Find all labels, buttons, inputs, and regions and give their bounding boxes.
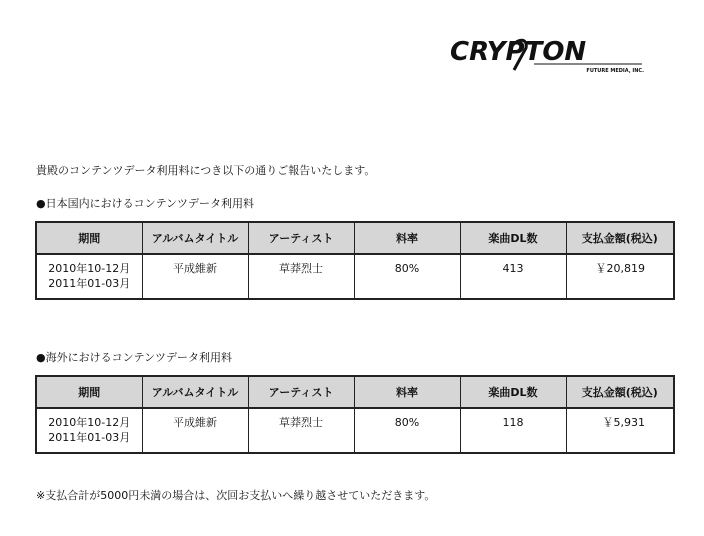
album-cell: 平成維新 (142, 254, 248, 299)
overseas-section-title: ●海外におけるコンテンツデータ利用料 (36, 351, 233, 364)
period-line-2: 2011年01-03月 (48, 277, 131, 290)
domestic-usage-table (35, 221, 675, 300)
period-cell (36, 254, 142, 299)
table-row (36, 408, 674, 453)
header-artist: アーティスト (248, 376, 354, 408)
rate-cell: 80% (354, 254, 460, 299)
period-line-1: 2010年10-12月 (48, 262, 131, 275)
logo-tagline: FUTURE MEDIA, INC. (586, 68, 644, 74)
payment-footnote: ※支払合計が5000円未満の場合は、次回お支払いへ繰り越させていただきます。 (36, 489, 436, 502)
header-album-title: アルバムタイトル (142, 376, 248, 408)
header-amount: 支払金額(税込) (566, 376, 674, 408)
album-cell: 平成維新 (142, 408, 248, 453)
header-album-title: アルバムタイトル (142, 222, 248, 254)
downloads-cell: 413 (460, 254, 566, 299)
overseas-usage-table (35, 375, 675, 454)
header-rate: 料率 (354, 222, 460, 254)
crypton-logo-mark (448, 36, 648, 76)
header-amount: 支払金額(税込) (566, 222, 674, 254)
header-downloads: 楽曲DL数 (460, 376, 566, 408)
table-header-row (36, 376, 674, 408)
header-downloads: 楽曲DL数 (460, 222, 566, 254)
artist-cell: 草莽烈士 (248, 408, 354, 453)
table-row (36, 254, 674, 299)
period-line-1: 2010年10-12月 (48, 416, 131, 429)
crypton-logo (448, 36, 648, 76)
domestic-section-title: ●日本国内におけるコンテンツデータ利用料 (36, 197, 255, 210)
downloads-cell: 118 (460, 408, 566, 453)
rate-cell: 80% (354, 408, 460, 453)
period-cell (36, 408, 142, 453)
artist-cell: 草莽烈士 (248, 254, 354, 299)
table-header-row (36, 222, 674, 254)
header-period: 期間 (36, 376, 142, 408)
amount-cell: ￥20,819 (566, 254, 674, 299)
header-artist: アーティスト (248, 222, 354, 254)
header-period: 期間 (36, 222, 142, 254)
intro-text: 貴殿のコンテンツデータ利用料につき以下の通りご報告いたします。 (36, 164, 376, 177)
amount-cell: ￥5,931 (566, 408, 674, 453)
header-rate: 料率 (354, 376, 460, 408)
logo-wordmark: CRYPTON (450, 37, 587, 67)
period-line-2: 2011年01-03月 (48, 431, 131, 444)
